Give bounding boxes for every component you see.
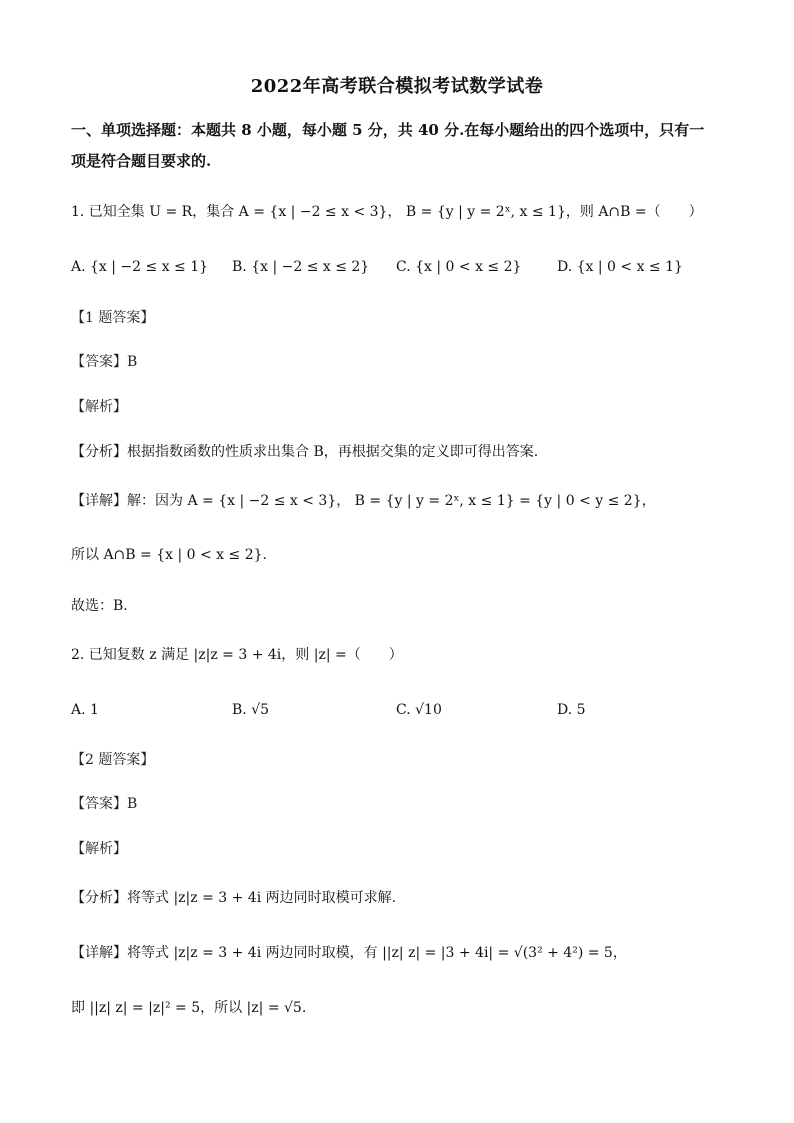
- question-1-option-b: B. {x | −2 ≤ x ≤ 2}: [232, 259, 370, 275]
- question-2-detail: 【详解】将等式 |z|z = 3 + 4i 两边同时取模，有 ||z| z| = |3 + 4i| = √(3² + 4²) = 5，: [71, 945, 627, 961]
- question-2-analysis-header: 【解析】: [71, 841, 127, 857]
- question-1-analysis-header: 【解析】: [71, 399, 127, 415]
- question-1-option-a: A. {x | −2 ≤ x ≤ 1}: [71, 259, 209, 275]
- question-2-answer: 【答案】B: [71, 796, 138, 812]
- question-2-stem: 2. 已知复数 z 满足 |z|z = 3 + 4i，则 |z| =（ ）: [71, 647, 403, 663]
- question-1-analysis: 【分析】根据指数函数的性质求出集合 B，再根据交集的定义即可得出答案.: [71, 444, 539, 460]
- question-1-conclusion: 所以 A∩B = {x | 0 < x ≤ 2}.: [71, 547, 267, 563]
- question-1-answer-header: 【1 题答案】: [71, 310, 155, 326]
- section-heading-line-2: 项是符合题目要求的.: [71, 152, 212, 170]
- page-title: 2022年高考联合模拟考试数学试卷: [250, 76, 544, 97]
- question-1-choice: 故选：B.: [71, 598, 128, 614]
- question-1-option-c: C. {x | 0 < x ≤ 2}: [396, 259, 522, 275]
- question-2-answer-header: 【2 题答案】: [71, 752, 155, 768]
- question-1-stem: 1. 已知全集 U = R，集合 A = {x | −2 ≤ x < 3}， B = {y | y = 2ˣ, x ≤ 1}，则 A∩B =（ ）: [71, 204, 703, 220]
- question-2-option-b: B. √5: [232, 702, 270, 718]
- question-2-conclusion: 即 ||z| z| = |z|² = 5，所以 |z| = √5.: [71, 1000, 307, 1016]
- section-heading-line-1: 一、单项选择题：本题共 8 小题，每小题 5 分，共 40 分.在每小题给出的四个选项中，只有一: [71, 121, 705, 139]
- question-2-option-a: A. 1: [71, 702, 99, 718]
- question-2-option-d: D. 5: [557, 702, 586, 718]
- question-1-detail: 【详解】解：因为 A = {x | −2 ≤ x < 3}， B = {y | y = 2ˣ, x ≤ 1} = {y | 0 < y ≤ 2}，: [71, 493, 656, 509]
- question-2-option-c: C. √10: [396, 702, 442, 718]
- question-1-answer: 【答案】B: [71, 354, 138, 370]
- question-1-option-d: D. {x | 0 < x ≤ 1}: [557, 259, 683, 275]
- question-2-analysis: 【分析】将等式 |z|z = 3 + 4i 两边同时取模可求解.: [71, 890, 397, 906]
